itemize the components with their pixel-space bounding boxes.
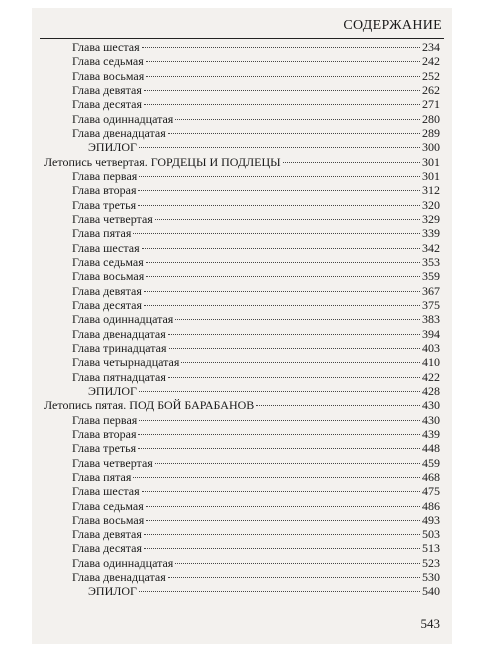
toc-entry-title: Глава одиннадцатая — [72, 312, 174, 327]
toc-entry-page: 475 — [422, 484, 440, 499]
table-of-contents — [44, 40, 440, 599]
toc-chapter-entry — [44, 370, 440, 384]
dot-leader — [146, 506, 420, 507]
toc-entry-page: 252 — [422, 68, 440, 83]
dot-leader — [146, 76, 420, 77]
toc-chapter-entry — [44, 355, 440, 369]
toc-entry-title: Глава одиннадцатая — [72, 111, 174, 126]
toc-chapter-entry — [44, 499, 440, 513]
dot-leader — [144, 291, 420, 292]
dot-leader — [168, 577, 420, 578]
toc-entry-title: Глава четырнадцатая — [72, 355, 180, 370]
dot-leader — [138, 434, 420, 435]
toc-chapter-entry — [44, 570, 440, 584]
toc-chapter-entry — [44, 112, 440, 126]
dot-leader — [138, 205, 420, 206]
toc-entry-title: Глава третья — [72, 197, 137, 212]
toc-entry-title: Глава шестая — [72, 484, 140, 499]
toc-entry-page: 403 — [422, 340, 440, 355]
toc-entry-title: Глава восьмая — [72, 512, 145, 527]
running-head: СОДЕРЖАНИЕ — [343, 18, 442, 33]
toc-entry-title: Глава седьмая — [72, 54, 144, 69]
toc-entry-title: Глава десятая — [72, 541, 142, 556]
toc-entry-page: 280 — [422, 111, 440, 126]
toc-entry-title: Глава третья — [72, 441, 137, 456]
toc-entry-page: 262 — [422, 82, 440, 97]
toc-entry-page: 353 — [422, 254, 440, 269]
toc-chapter-entry — [44, 513, 440, 527]
dot-leader — [175, 119, 420, 120]
dot-leader — [139, 176, 420, 177]
toc-entry-page: 320 — [422, 197, 440, 212]
toc-entry-page: 439 — [422, 426, 440, 441]
toc-entry-title: Глава десятая — [72, 97, 142, 112]
toc-entry-page: 394 — [422, 326, 440, 341]
toc-chapter-entry — [44, 40, 440, 54]
toc-entry-page: 430 — [422, 412, 440, 427]
toc-entry-page: 428 — [422, 383, 440, 398]
dot-leader — [144, 534, 420, 535]
dot-leader — [139, 391, 420, 392]
toc-entry-page: 367 — [422, 283, 440, 298]
dot-leader — [175, 563, 420, 564]
toc-entry-page: 468 — [422, 469, 440, 484]
toc-chapter-entry — [44, 255, 440, 269]
toc-entry-title: Глава четвертая — [72, 211, 153, 226]
toc-entry-title: Глава пятнадцатая — [72, 369, 166, 384]
toc-entry-title: Глава вторая — [72, 426, 137, 441]
toc-entry-page: 448 — [422, 441, 440, 456]
dot-leader — [133, 233, 420, 234]
toc-entry-title: Глава шестая — [72, 40, 140, 54]
toc-chapter-entry — [44, 226, 440, 240]
dot-leader — [168, 377, 420, 378]
toc-chapter-entry — [44, 556, 440, 570]
toc-entry-page: 430 — [422, 398, 440, 413]
dot-leader — [155, 219, 420, 220]
toc-chapter-entry — [44, 241, 440, 255]
toc-chapter-entry — [44, 198, 440, 212]
dot-leader — [144, 305, 420, 306]
toc-chapter-entry — [44, 541, 440, 555]
dot-leader — [256, 405, 420, 406]
toc-entry-page: 312 — [422, 183, 440, 198]
toc-entry-title: Глава шестая — [72, 240, 140, 255]
toc-entry-page: 530 — [422, 570, 440, 585]
toc-entry-page: 339 — [422, 226, 440, 241]
dot-leader — [283, 162, 420, 163]
toc-entry-title: Глава тринадцатая — [72, 340, 167, 355]
toc-entry-title: Глава десятая — [72, 297, 142, 312]
toc-entry-title: Глава четвертая — [72, 455, 153, 470]
dot-leader — [168, 334, 420, 335]
toc-entry-page: 300 — [422, 140, 440, 155]
dot-leader — [139, 591, 420, 592]
toc-part-heading — [44, 398, 440, 412]
toc-entry-title: Глава девятая — [72, 82, 142, 97]
toc-entry-title: ЭПИЛОГ — [88, 584, 137, 599]
dot-leader — [138, 190, 420, 191]
toc-entry-page: 540 — [422, 584, 440, 599]
toc-chapter-entry — [44, 212, 440, 226]
toc-entry-page: 271 — [422, 97, 440, 112]
dot-leader — [139, 147, 420, 148]
dot-leader — [133, 477, 420, 478]
toc-entry-title: Глава пятая — [72, 469, 132, 484]
toc-entry-page: 234 — [422, 40, 440, 54]
dot-leader — [139, 420, 420, 421]
toc-entry-page: 301 — [422, 168, 440, 183]
toc-entry-title: Летопись пятая. ПОД БОЙ БАРАБАНОВ — [44, 398, 255, 413]
dot-leader — [155, 463, 420, 464]
dot-leader — [146, 520, 420, 521]
toc-chapter-entry — [44, 298, 440, 312]
dot-leader — [144, 104, 420, 105]
toc-entry-page: 523 — [422, 555, 440, 570]
book-page — [32, 8, 452, 644]
toc-epilogue-entry — [44, 384, 440, 398]
toc-chapter-entry — [44, 69, 440, 83]
toc-chapter-entry — [44, 269, 440, 283]
dot-leader — [168, 133, 420, 134]
page-number: 543 — [420, 616, 440, 631]
toc-entry-title: ЭПИЛОГ — [88, 140, 137, 155]
toc-chapter-entry — [44, 97, 440, 111]
toc-entry-page: 422 — [422, 369, 440, 384]
toc-chapter-entry — [44, 169, 440, 183]
toc-entry-title: Глава седьмая — [72, 498, 144, 513]
toc-epilogue-entry — [44, 140, 440, 154]
dot-leader — [146, 61, 420, 62]
toc-entry-page: 383 — [422, 312, 440, 327]
toc-entry-title: Глава первая — [72, 168, 138, 183]
toc-entry-title: Глава вторая — [72, 183, 137, 198]
toc-chapter-entry — [44, 484, 440, 498]
toc-entry-page: 503 — [422, 527, 440, 542]
toc-entry-title: Глава одиннадцатая — [72, 555, 174, 570]
toc-entry-page: 289 — [422, 125, 440, 140]
toc-chapter-entry — [44, 341, 440, 355]
toc-entry-title: Глава двенадцатая — [72, 125, 166, 140]
dot-leader — [146, 262, 420, 263]
toc-chapter-entry — [44, 456, 440, 470]
toc-entry-title: Глава восьмая — [72, 68, 145, 83]
toc-chapter-entry — [44, 83, 440, 97]
toc-part-heading — [44, 155, 440, 169]
toc-entry-page: 301 — [422, 154, 440, 169]
toc-entry-title: Глава двенадцатая — [72, 570, 166, 585]
toc-chapter-entry — [44, 327, 440, 341]
toc-entry-title: Глава седьмая — [72, 254, 144, 269]
toc-entry-title: Глава девятая — [72, 283, 142, 298]
dot-leader — [142, 491, 420, 492]
toc-chapter-entry — [44, 441, 440, 455]
dot-leader — [146, 276, 420, 277]
toc-chapter-entry — [44, 427, 440, 441]
toc-epilogue-entry — [44, 584, 440, 598]
toc-entry-page: 513 — [422, 541, 440, 556]
header-rule — [40, 38, 444, 39]
toc-entry-title: Глава двенадцатая — [72, 326, 166, 341]
toc-entry-page: 329 — [422, 211, 440, 226]
toc-entry-title: Глава первая — [72, 412, 138, 427]
toc-entry-page: 342 — [422, 240, 440, 255]
toc-entry-title: Летопись четвертая. ГОРДЕЦЫ И ПОДЛЕЦЫ — [44, 154, 281, 169]
dot-leader — [142, 248, 420, 249]
toc-entry-page: 486 — [422, 498, 440, 513]
toc-chapter-entry — [44, 527, 440, 541]
toc-chapter-entry — [44, 413, 440, 427]
dot-leader — [142, 47, 420, 48]
toc-entry-page: 375 — [422, 297, 440, 312]
toc-entry-page: 459 — [422, 455, 440, 470]
toc-entry-title: Глава восьмая — [72, 269, 145, 284]
dot-leader — [175, 319, 420, 320]
toc-entry-page: 359 — [422, 269, 440, 284]
dot-leader — [144, 548, 420, 549]
dot-leader — [169, 348, 420, 349]
toc-entry-page: 493 — [422, 512, 440, 527]
dot-leader — [144, 90, 420, 91]
toc-entry-page: 242 — [422, 54, 440, 69]
dot-leader — [138, 448, 420, 449]
toc-chapter-entry — [44, 312, 440, 326]
toc-chapter-entry — [44, 183, 440, 197]
toc-entry-title: Глава пятая — [72, 226, 132, 241]
toc-entry-title: Глава девятая — [72, 527, 142, 542]
toc-chapter-entry — [44, 126, 440, 140]
dot-leader — [181, 362, 420, 363]
toc-entry-page: 410 — [422, 355, 440, 370]
toc-chapter-entry — [44, 54, 440, 68]
toc-chapter-entry — [44, 470, 440, 484]
toc-entry-title: ЭПИЛОГ — [88, 383, 137, 398]
toc-chapter-entry — [44, 284, 440, 298]
